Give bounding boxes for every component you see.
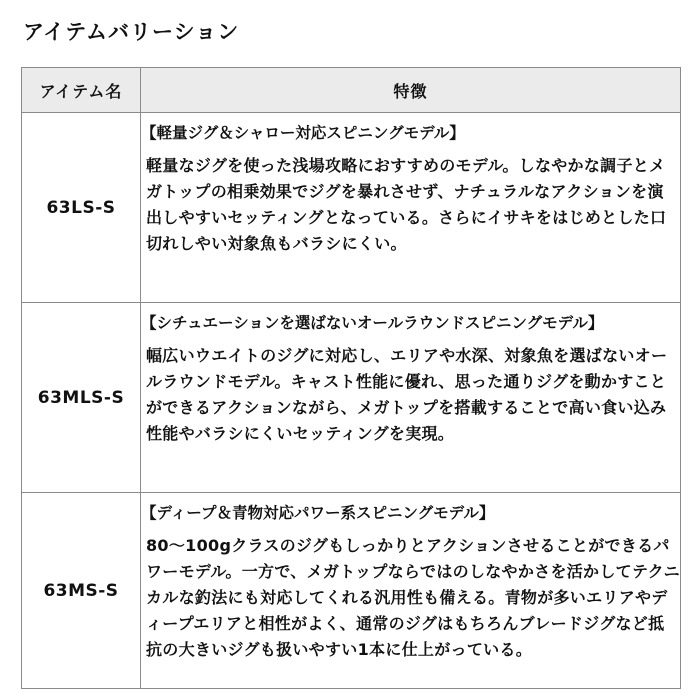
table-row (22, 113, 681, 303)
item-name-cell: 63LS-S (22, 113, 141, 303)
table-body (22, 113, 681, 689)
feature-heading: 【軽量ジグ＆シャロー対応スピニングモデル】 (141, 124, 465, 142)
feature-description: 幅広いウエイトのジグに対応し、エリアや水深、対象魚を選ばないオールラウンドモデル。キャスト性能に優れ、思った通りジグを動かすことができるアクションながら、メガトップを搭載することで高い食い込み性能やバラシにくいセッティングを実現。 (146, 346, 668, 443)
feature-description: 軽量なジグを使った浅場攻略におすすめのモデル。しなやかな調子とメガトップの相乗効果でジグを暴れさせず、ナチュラルなアクションを演出しやすいセッティングとなっている。さらにイサキをはじめとした口切れしやい対象魚もバラシにくい。 (146, 156, 667, 253)
table-row (22, 303, 681, 493)
page-title: アイテムバリーション (23, 20, 240, 44)
feature-heading: 【シチュエーションを選ばないオールラウンドスピニングモデル】 (141, 314, 604, 332)
item-name-cell: 63MS-S (22, 493, 141, 689)
features-column-header: 特徴 (141, 68, 681, 113)
feature-cell (141, 303, 681, 493)
feature-heading: 【ディープ＆青物対応パワー系スピニングモデル】 (141, 504, 495, 522)
table-header (22, 68, 681, 113)
item-variation-table (21, 67, 681, 689)
item-name-cell: 63MLS-S (22, 303, 141, 493)
item-name-column-header: アイテム名 (22, 68, 141, 113)
feature-cell (141, 493, 681, 689)
feature-description: 80～100gクラスのジグもしっかりとアクションさせることができるパワーモデル。一方で、メガトップならではのしなやかさを活かしてテクニカルな釣法にも対応してくれる汎用性も備える。青物が多いエリアやディープエリアと相性がよく、通常のジグはもちろんブレードジグなど抵抗の大きいジグも扱いやすい1本に仕上がっている。 (146, 536, 680, 659)
table-row (22, 493, 681, 689)
table-header-row (22, 68, 681, 113)
feature-cell (141, 113, 681, 303)
